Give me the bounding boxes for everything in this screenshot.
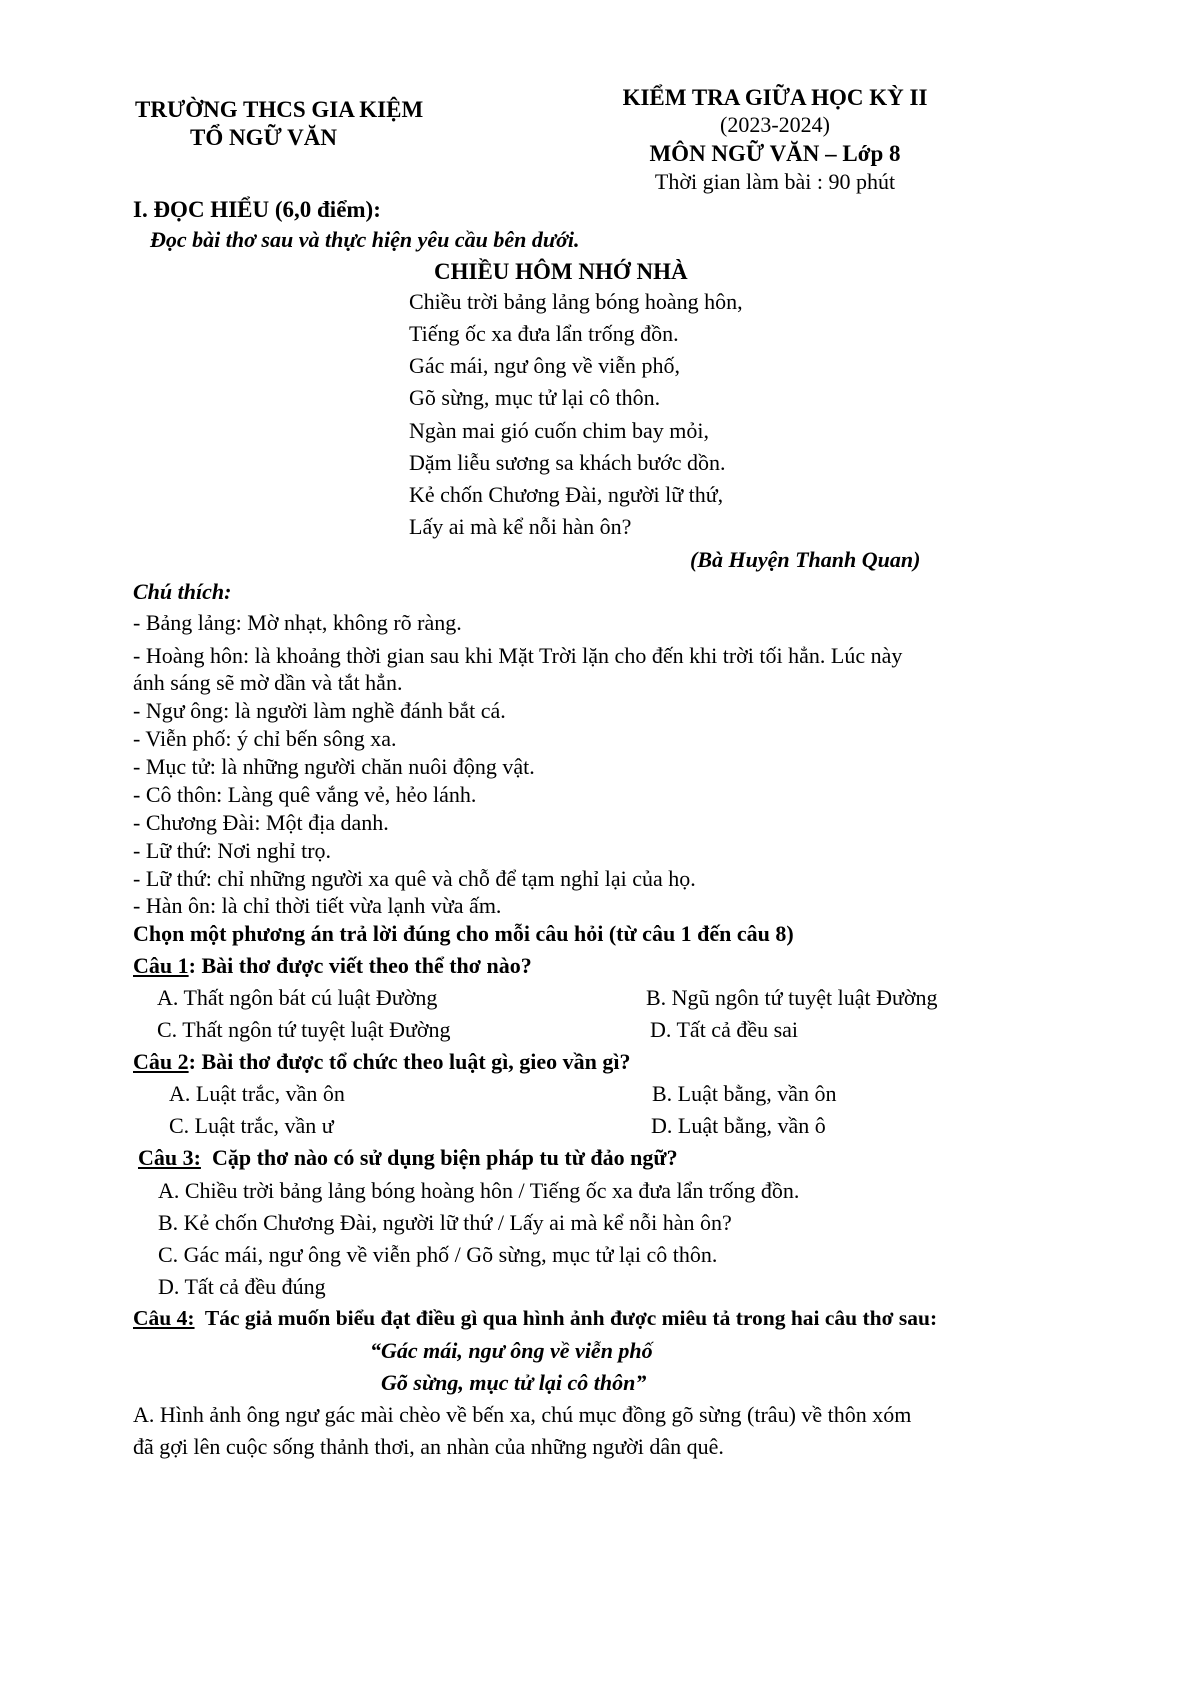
poem-author: (Bà Huyện Thanh Quan) bbox=[690, 547, 921, 572]
question-3 bbox=[138, 1147, 678, 1169]
quote-line: Gõ sừng, mục tử lại cô thôn” bbox=[381, 1370, 647, 1395]
exam-title: KIỂM TRA GIỮA HỌC KỲ II bbox=[622, 85, 928, 110]
option-d: D. Tất cả đều đúng bbox=[158, 1274, 326, 1299]
question-1 bbox=[133, 955, 532, 977]
note-item: - Hoàng hôn: là khoảng thời gian sau khi Mặt Trời lặn cho đến khi trời tối hẳn. Lúc này bbox=[133, 643, 903, 668]
poem-line: Gác mái, ngư ông về viễn phố, bbox=[409, 353, 680, 378]
subject-line: MÔN NGỮ VĂN – Lớp 8 bbox=[649, 141, 901, 166]
question-label: Câu 2 bbox=[133, 1049, 189, 1074]
option-a-continued: đã gợi lên cuộc sống thảnh thơi, an nhàn của những người dân quê. bbox=[133, 1434, 724, 1459]
question-text: : Bài thơ được tổ chức theo luật gì, gieo vần gì? bbox=[188, 1049, 631, 1074]
note-item: - Viễn phố: ý chỉ bến sông xa. bbox=[133, 726, 397, 751]
question-2 bbox=[133, 1051, 631, 1073]
option-b: B. Kẻ chốn Chương Đài, người lữ thứ / Lấy ai mà kể nỗi hàn ôn? bbox=[158, 1210, 732, 1235]
poem-line: Gõ sừng, mục tử lại cô thôn. bbox=[409, 385, 661, 410]
poem-line: Kẻ chốn Chương Đài, người lữ thứ, bbox=[409, 482, 724, 507]
question-text: Tác giả muốn biểu đạt điều gì qua hình ảnh được miêu tả trong hai câu thơ sau: bbox=[204, 1306, 938, 1330]
question-4 bbox=[133, 1308, 937, 1330]
question-text: : Bài thơ được viết theo thể thơ nào? bbox=[188, 953, 532, 978]
poem-line: Ngàn mai gió cuốn chim bay mỏi, bbox=[409, 418, 709, 443]
option-b: B. Luật bằng, vần ôn bbox=[652, 1081, 837, 1106]
note-item: - Hàn ôn: là chỉ thời tiết vừa lạnh vừa ấm. bbox=[133, 893, 502, 918]
option-a: A. Hình ảnh ông ngư gác mài chèo về bến xa, chú mục đồng gõ sừng (trâu) về thôn xóm bbox=[133, 1402, 912, 1427]
mc-instruction: Chọn một phương án trả lời đúng cho mỗi câu hỏi (từ câu 1 đến câu 8) bbox=[133, 921, 794, 946]
option-a: A. Thất ngôn bát cú luật Đường bbox=[157, 985, 438, 1010]
department-name: TỔ NGỮ VĂN bbox=[190, 125, 337, 150]
option-c: C. Luật trắc, vần ư bbox=[169, 1113, 334, 1138]
option-d: D. Tất cả đều sai bbox=[650, 1017, 799, 1042]
note-item: - Lữ thứ: chỉ những người xa quê và chỗ để tạm nghỉ lại của họ. bbox=[133, 866, 696, 891]
school-name: TRƯỜNG THCS GIA KIỆM bbox=[135, 97, 424, 122]
note-item: - Ngư ông: là người làm nghề đánh bắt cá. bbox=[133, 698, 506, 723]
note-item: - Lữ thứ: Nơi nghỉ trọ. bbox=[133, 838, 332, 863]
option-c: C. Gác mái, ngư ông về viễn phố / Gõ sừng, mục tử lại cô thôn. bbox=[158, 1242, 718, 1267]
quote-line: “Gác mái, ngư ông về viễn phố bbox=[370, 1338, 653, 1363]
option-a: A. Luật trắc, vần ôn bbox=[169, 1081, 345, 1106]
note-item: ánh sáng sẽ mờ dần và tắt hẳn. bbox=[133, 670, 403, 695]
question-label: Câu 4: bbox=[133, 1306, 195, 1330]
notes-heading: Chú thích: bbox=[133, 579, 232, 604]
section-heading: I. ĐỌC HIỂU (6,0 điểm): bbox=[133, 197, 381, 222]
section-instruction: Đọc bài thơ sau và thực hiện yêu cầu bên dưới. bbox=[150, 227, 580, 252]
poem-title: CHIỀU HÔM NHỚ NHÀ bbox=[434, 259, 688, 284]
option-b: B. Ngũ ngôn tứ tuyệt luật Đường bbox=[646, 985, 938, 1010]
poem-line: Tiếng ốc xa đưa lẩn trống đồn. bbox=[409, 321, 679, 346]
option-c: C. Thất ngôn tứ tuyệt luật Đường bbox=[157, 1017, 451, 1042]
option-a: A. Chiều trời bảng lảng bóng hoàng hôn / Tiếng ốc xa đưa lẩn trống đồn. bbox=[158, 1178, 800, 1203]
poem-line: Dặm liễu sương sa khách bước dồn. bbox=[409, 450, 726, 475]
question-text: Cặp thơ nào có sử dụng biện pháp tu từ đảo ngữ? bbox=[211, 1145, 678, 1170]
poem-line: Chiều trời bảng lảng bóng hoàng hôn, bbox=[409, 289, 743, 314]
note-item: - Mục tử: là những người chăn nuôi động vật. bbox=[133, 754, 535, 779]
note-item: - Chương Đài: Một địa danh. bbox=[133, 810, 389, 835]
school-year: (2023-2024) bbox=[720, 112, 830, 137]
note-item: - Bảng lảng: Mờ nhạt, không rõ ràng. bbox=[133, 610, 462, 635]
option-d: D. Luật bằng, vần ô bbox=[651, 1113, 826, 1138]
duration: Thời gian làm bài : 90 phút bbox=[654, 169, 896, 194]
poem-line: Lấy ai mà kể nỗi hàn ôn? bbox=[409, 514, 632, 539]
question-label: Câu 3: bbox=[138, 1145, 201, 1170]
question-label: Câu 1 bbox=[133, 953, 189, 978]
note-item: - Cô thôn: Làng quê vắng vẻ, hẻo lánh. bbox=[133, 782, 477, 807]
